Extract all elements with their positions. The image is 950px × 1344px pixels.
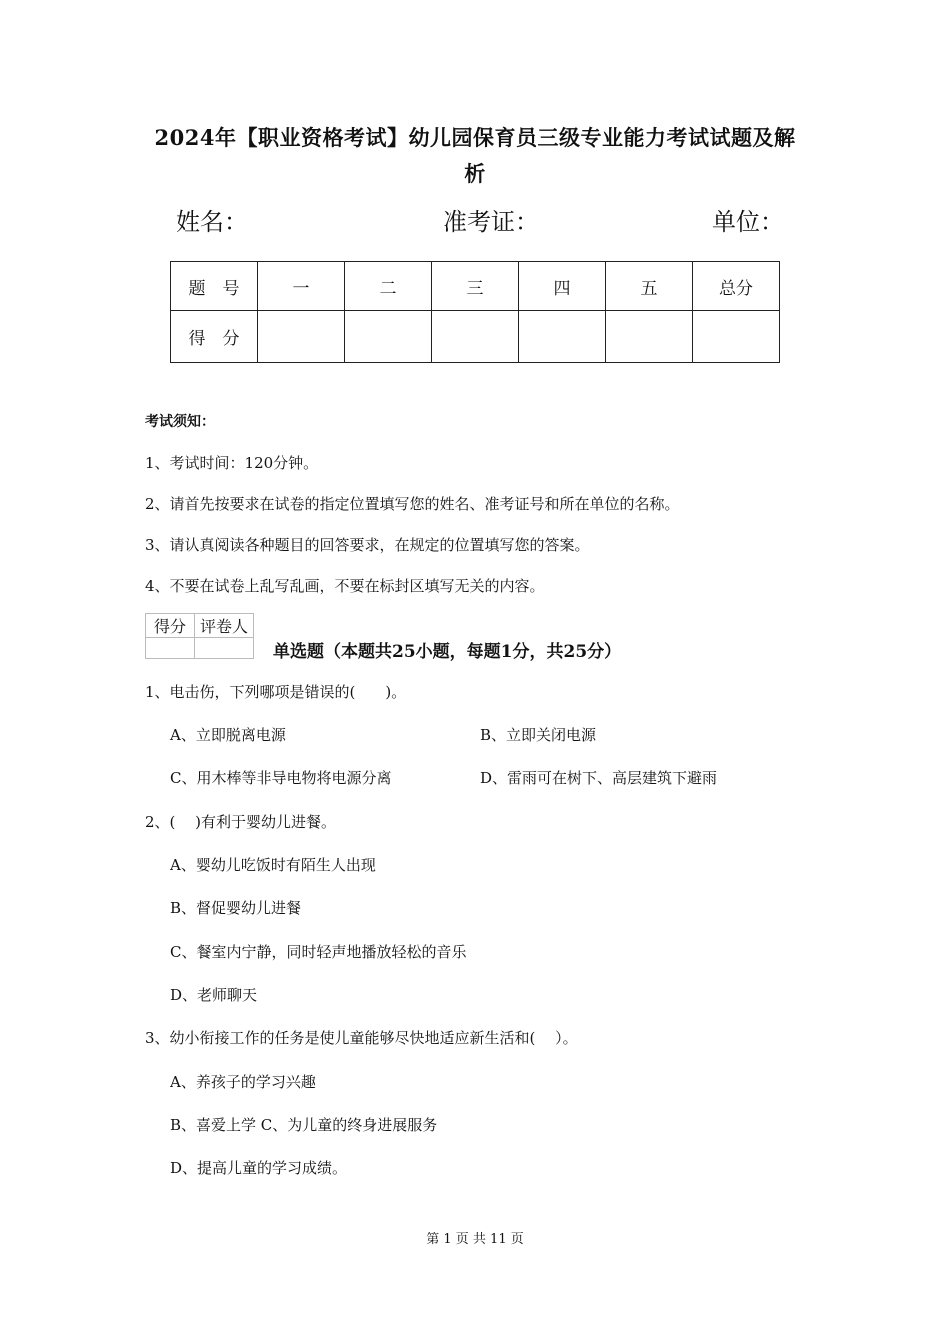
question-1-stem: 1、电击伤，下列哪项是错误的( )。 [145, 683, 407, 701]
question-2-option-a: A、婴幼儿吃饭时有陌生人出现 [170, 856, 376, 874]
score-header-cell: 一 [258, 262, 345, 311]
score-row-label: 得 分 [171, 311, 258, 363]
candidate-info-row [0, 202, 950, 238]
exam-id-label: 准考证： [443, 208, 539, 236]
question-3-option-d: D、提高儿童的学习成绩。 [170, 1159, 348, 1177]
score-cell[interactable] [345, 311, 432, 363]
score-cell[interactable] [606, 311, 693, 363]
note-item: 1、考试时间：120分钟。 [145, 454, 319, 472]
question-3-option-a: A、养孩子的学习兴趣 [170, 1073, 316, 1091]
section-title: 单选题（本题共25小题，每题1分，共25分） [273, 642, 622, 662]
score-table-header-row [171, 262, 780, 311]
question-3-stem: 3、幼小衔接工作的任务是使儿童能够尽快地适应新生活和( ）。 [145, 1029, 578, 1047]
score-table-score-row [171, 311, 780, 363]
note-item: 4、不要在试卷上乱写乱画，不要在标封区填写无关的内容。 [145, 577, 545, 595]
question-2-option-c: C、餐室内宁静，同时轻声地播放轻松的音乐 [170, 943, 467, 961]
grader-name-label: 评卷人 [195, 614, 254, 638]
question-2-option-d: D、老师聊天 [170, 986, 258, 1004]
name-label: 姓名： [176, 208, 248, 236]
note-item: 3、请认真阅读各种题目的回答要求，在规定的位置填写您的答案。 [145, 536, 590, 554]
grader-score-label: 得分 [146, 614, 195, 638]
score-header-cell: 总分 [693, 262, 780, 311]
document-title [120, 120, 830, 192]
unit-label: 单位： [712, 208, 784, 236]
question-2-stem: 2、( )有利于婴幼儿进餐。 [145, 813, 337, 831]
question-1-option-c: C、用木棒等非导电物将电源分离 [170, 769, 392, 787]
score-cell[interactable] [258, 311, 345, 363]
question-1-option-a: A、立即脱离电源 [170, 726, 286, 744]
score-cell[interactable] [432, 311, 519, 363]
question-2-option-b: B、督促婴幼儿进餐 [170, 899, 302, 917]
score-header-cell: 二 [345, 262, 432, 311]
question-1-option-b: B、立即关闭电源 [480, 726, 597, 744]
grader-score-cell[interactable] [146, 638, 195, 659]
title-line-1: 2024年【职业资格考试】幼儿园保育员三级专业能力考试试题及解 [154, 125, 796, 150]
grader-name-cell[interactable] [195, 638, 254, 659]
score-header-cell: 三 [432, 262, 519, 311]
page-footer: 第 1 页 共 11 页 [426, 1232, 524, 1247]
question-1-option-d: D、雷雨可在树下、高层建筑下避雨 [480, 769, 718, 787]
title-line-2: 析 [464, 161, 486, 186]
score-table [170, 261, 780, 363]
grader-table [145, 613, 254, 659]
question-3-option-b: B、喜爱上学 C、为儿童的终身进展服务 [170, 1116, 438, 1134]
score-header-cell: 四 [519, 262, 606, 311]
score-cell[interactable] [519, 311, 606, 363]
score-header-cell: 题 号 [171, 262, 258, 311]
notes-heading: 考试须知： [145, 414, 215, 430]
note-item: 2、请首先按要求在试卷的指定位置填写您的姓名、准考证号和所在单位的名称。 [145, 495, 680, 513]
score-header-cell: 五 [606, 262, 693, 311]
score-cell[interactable] [693, 311, 780, 363]
